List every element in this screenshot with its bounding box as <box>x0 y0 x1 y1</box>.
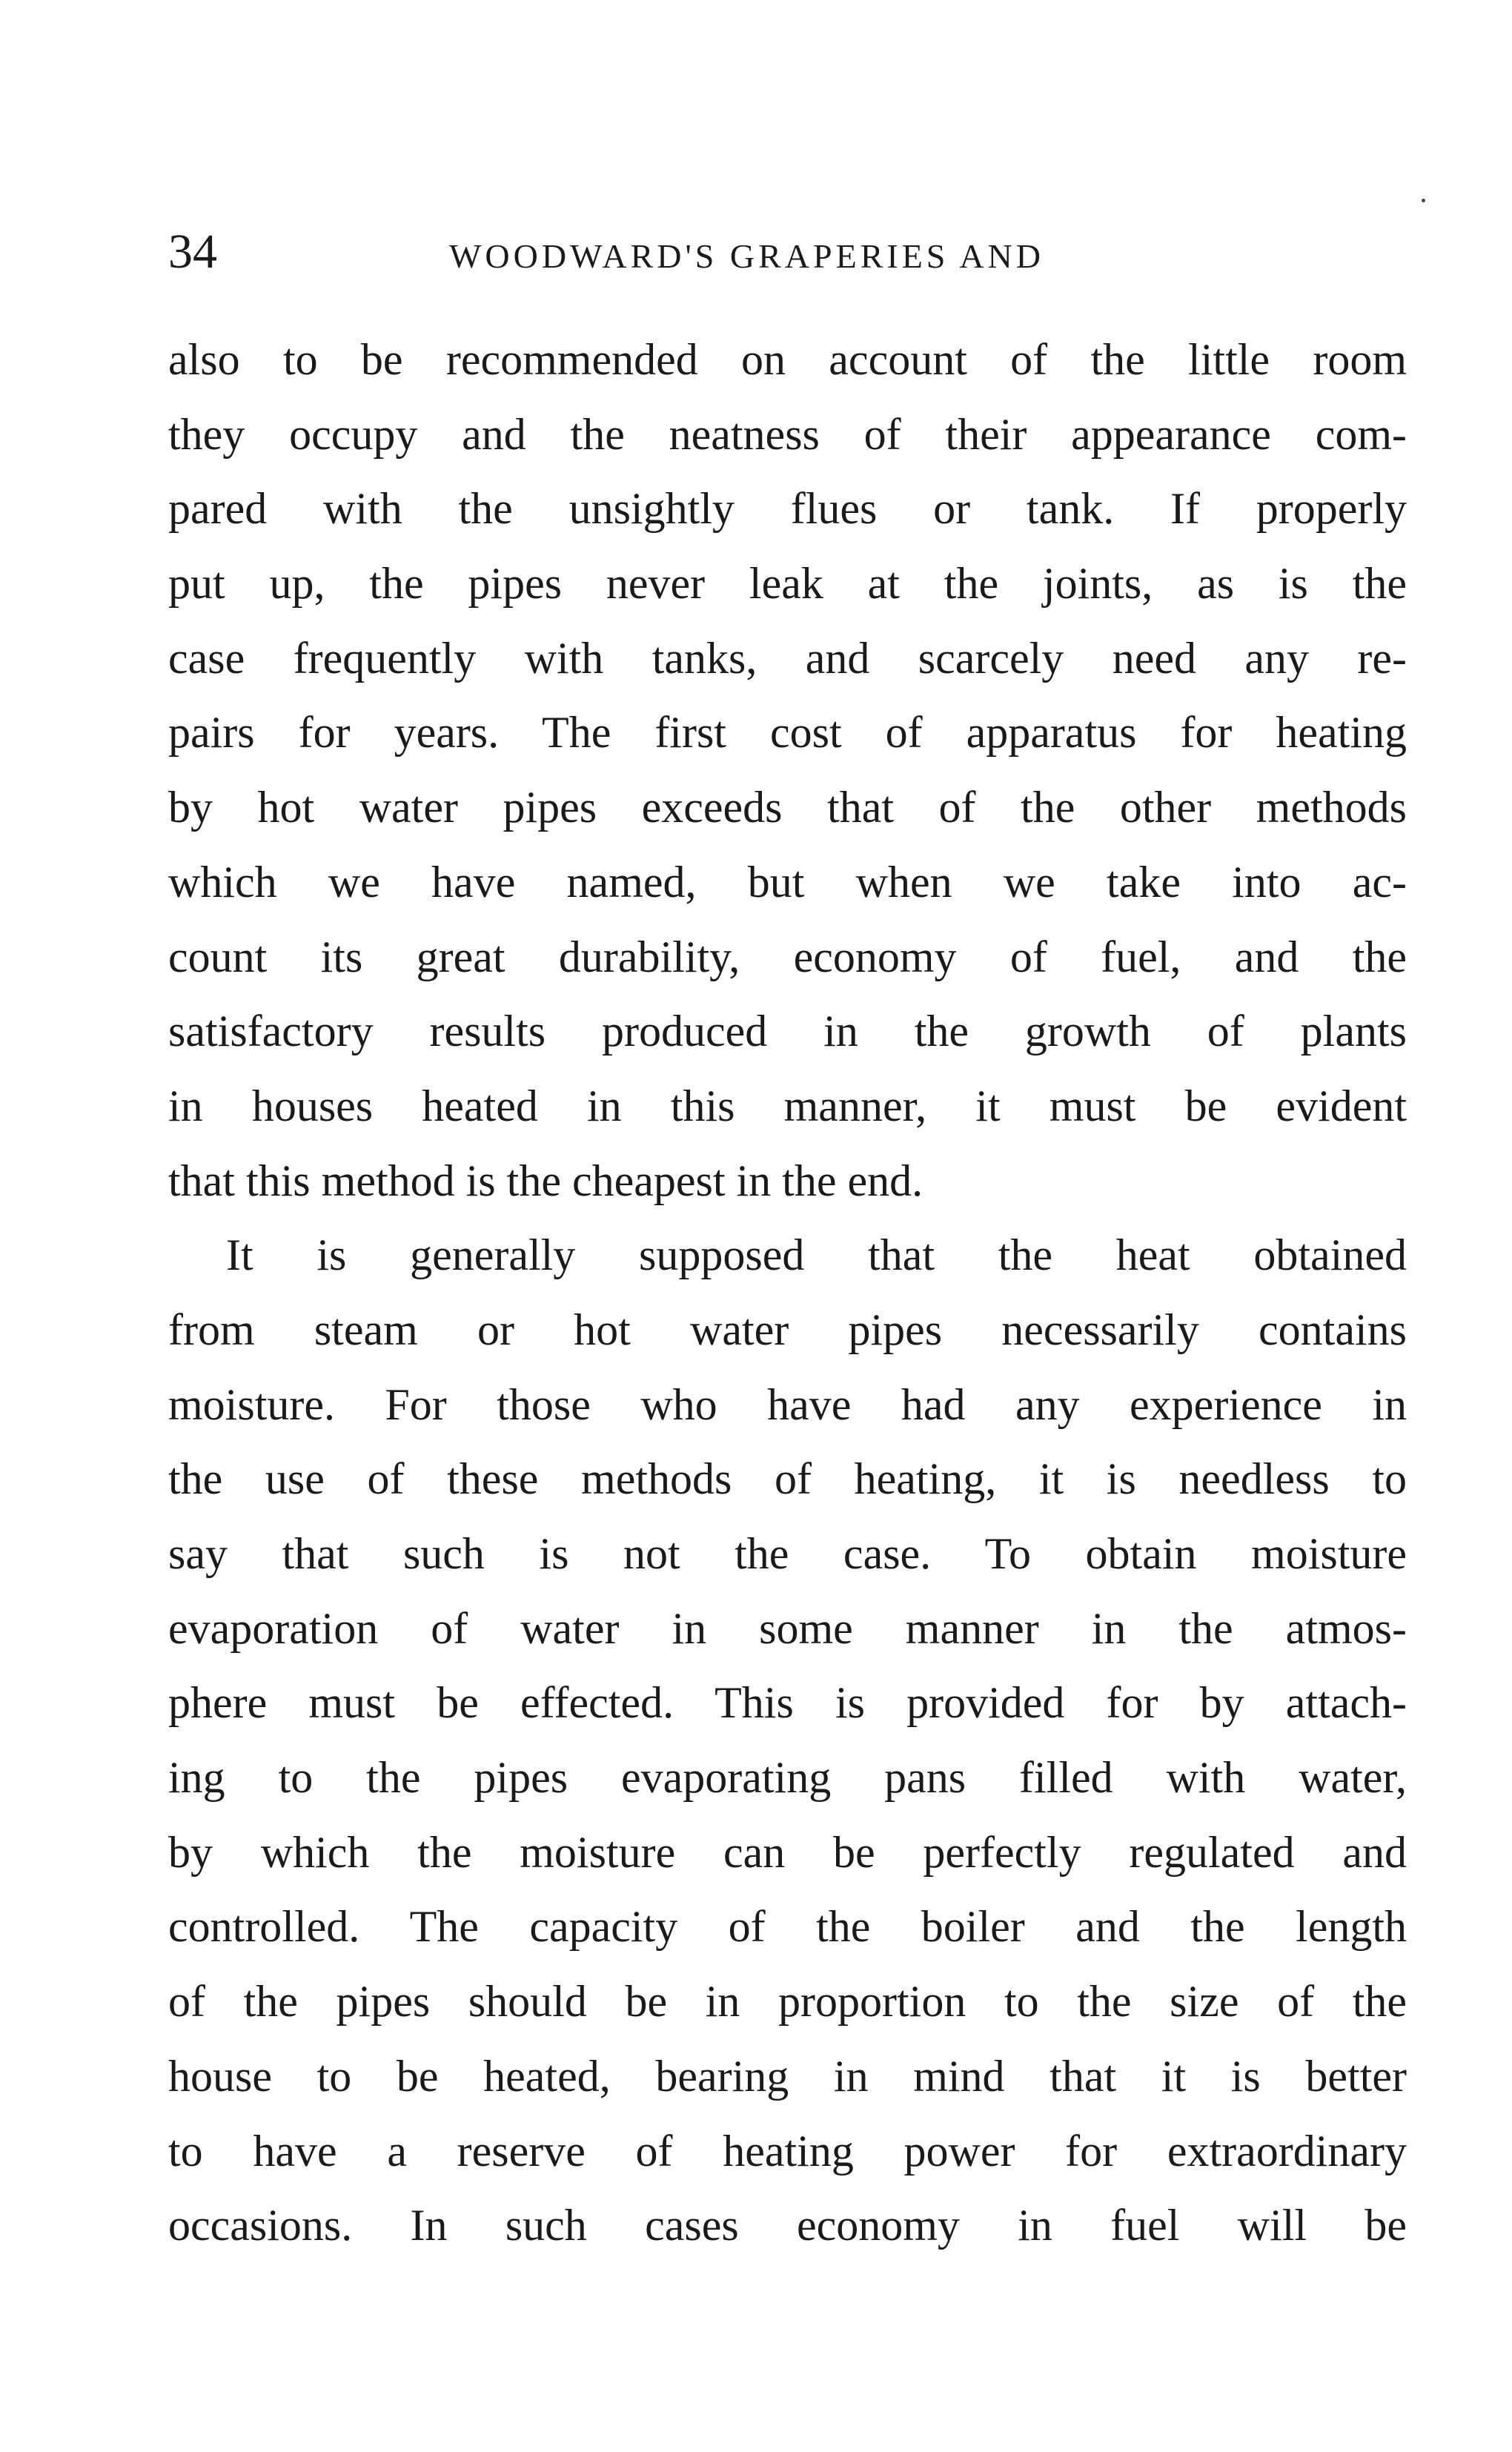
text-line: from steam or hot water pipes necessarily contains <box>168 1305 1407 1354</box>
text-line: they occupy and the neatness of their appearance com- <box>168 409 1407 459</box>
text-line: controlled. The capacity of the boiler and the length <box>168 1902 1407 1952</box>
text-line: evaporation of water in some manner in the atmos- <box>168 1603 1407 1653</box>
text-line: that this method is the cheapest in the end. <box>168 1156 924 1205</box>
page-number: 34 <box>168 225 217 279</box>
running-head: WOODWARD'S GRAPERIES AND <box>449 237 1044 275</box>
text-line: by which the moisture can be perfectly regulated and <box>168 1827 1407 1877</box>
text-line: moisture. For those who have had any experience in <box>168 1379 1407 1429</box>
text-line: house to be heated, bearing in mind that it is better <box>168 2051 1407 2101</box>
text-line: case frequently with tanks, and scarcely need any re- <box>168 633 1407 683</box>
text-line: of the pipes should be in proportion to the size of the <box>168 1977 1407 2027</box>
speck <box>1422 199 1425 202</box>
text-line: by hot water pipes exceeds that of the other methods <box>168 783 1407 832</box>
text-line: pared with the unsightly flues or tank. If properly <box>168 484 1407 534</box>
text-line: count its great durability, economy of fuel, and the <box>168 932 1407 981</box>
text-line: also to be recommended on account of the little room <box>168 335 1407 384</box>
page-header <box>168 222 1407 282</box>
text-line: say that such is not the case. To obtain moisture <box>168 1529 1407 1578</box>
text-line: occasions. In such cases economy in fuel will be <box>168 2201 1407 2250</box>
text-line: pairs for years. The first cost of apparatus for heating <box>168 708 1407 758</box>
text-line: phere must be effected. This is provided for by attach- <box>168 1678 1407 1728</box>
text-line: the use of these methods of heating, it is needless to <box>168 1454 1407 1504</box>
text-line: satisfactory results produced in the growth of plants <box>168 1007 1407 1056</box>
text-line: put up, the pipes never leak at the joints, as is the <box>168 559 1407 609</box>
body-text <box>168 322 1407 2263</box>
text-line: which we have named, but when we take into ac- <box>168 857 1407 907</box>
text-line: in houses heated in this manner, it must be evident <box>168 1081 1407 1130</box>
text-line: ing to the pipes evaporating pans filled with water, <box>168 1753 1407 1803</box>
text-line: to have a reserve of heating power for extraordinary <box>168 2126 1407 2176</box>
text-line: It is generally supposed that the heat obtained <box>226 1230 1407 1280</box>
